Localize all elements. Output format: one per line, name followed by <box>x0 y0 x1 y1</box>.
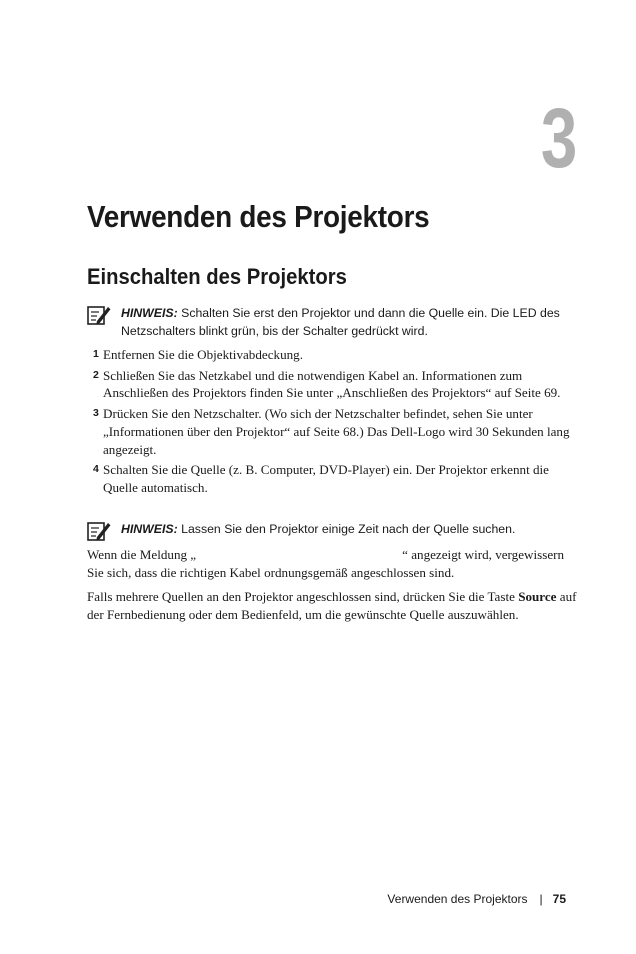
list-item <box>87 405 587 458</box>
source-key-label: Source <box>518 589 557 604</box>
step-list <box>87 346 587 500</box>
step-text: Entfernen Sie die Objektivabdeckung. <box>103 347 303 362</box>
step-text: Schalten Sie die Quelle (z. B. Computer, DVD-Player) ein. Der Projektor erkennt die Quelle automatisch. <box>103 462 549 495</box>
chapter-title: Verwenden des Projektors <box>87 199 430 234</box>
step-number: 2 <box>93 368 99 381</box>
paragraph-text-start: Falls mehrere Quellen an den Projektor angeschlossen sind, drücken Sie die Taste <box>87 589 519 604</box>
paragraph-text-end: auf der Fernbedienung oder dem Bedienfeld, um die gewünschte Quelle auszuwählen. <box>87 589 577 622</box>
note-text <box>121 304 587 340</box>
page-number: 75 <box>552 892 566 906</box>
list-item <box>87 461 587 496</box>
paragraph-text-end: “ angezeigt wird, vergewissern Sie sich, dass die richtigen Kabel ordnungsgemäß angeschlossen sind. <box>87 547 565 580</box>
section-title: Einschalten des Projektors <box>87 264 347 289</box>
list-item <box>87 367 587 402</box>
page-footer <box>387 892 566 906</box>
note-body: Lassen Sie den Projektor einige Zeit nach der Quelle suchen. <box>177 522 516 536</box>
note-box <box>87 304 587 340</box>
note-text <box>121 520 587 538</box>
note-pencil-icon <box>87 520 111 542</box>
note-label: HINWEIS: <box>121 306 178 320</box>
paragraph-missing-signal <box>87 546 579 581</box>
step-text: Schließen Sie das Netzkabel und die notwendigen Kabel an. Informationen zum Anschließen des Projektors finden Sie unter „Anschließen des Projektors“ auf Seite 69. <box>103 367 561 401</box>
note-body: Schalten Sie erst den Projektor und dann die Quelle ein. Die LED des Netzschalters blinkt grün, bis der Schalter gedrückt wird. <box>121 306 560 338</box>
chapter-number: 3 <box>541 91 576 185</box>
list-item <box>87 346 587 364</box>
step-text: Drücken Sie den Netzschalter. (Wo sich der Netzschalter befindet, sehen Sie unter „Informationen über den Projektor“ auf Seite 68.) Das Dell-Logo wird 30 Sekunden lang angezeigt. <box>103 406 570 457</box>
footer-separator: | <box>539 892 543 906</box>
footer-title: Verwenden des Projektors <box>387 892 528 906</box>
note-label: HINWEIS: <box>121 522 178 536</box>
step-number: 3 <box>93 407 99 420</box>
step-number: 1 <box>93 348 99 360</box>
paragraph-text-start: Wenn die Meldung „ <box>87 547 197 562</box>
paragraph-multiple-sources <box>87 588 579 623</box>
step-number: 4 <box>93 463 99 476</box>
note-pencil-icon <box>87 304 111 326</box>
note-box <box>87 520 587 538</box>
